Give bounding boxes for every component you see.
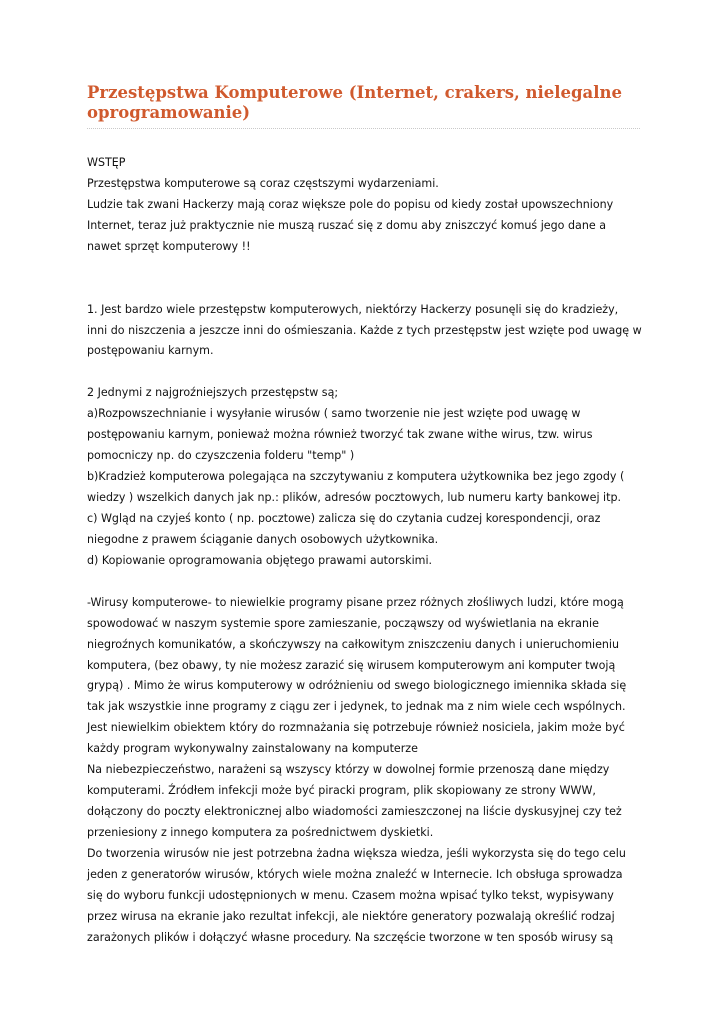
- text-line: tak jak wszystkie inne programy z ciągu zer i jedynek, to jednak ma z nim wiele cech wspólnych.: [87, 700, 626, 714]
- paragraph: [87, 300, 647, 363]
- text-line: każdy program wykonywalny zainstalowany na komputerze: [87, 742, 418, 756]
- text-line: dołączony do poczty elektronicznej albo wiadomości zamieszczonej na liście dyskusyjnej czy też: [87, 805, 622, 819]
- document-title: Przestępstwa Komputerowe (Internet, crakers, nielegalne oprogramowanie): [87, 83, 622, 122]
- text-line: postępowaniu karnym, ponieważ można również tworzyć tak zwane withe wirus, tzw. wirus: [87, 428, 593, 442]
- text-line: przeniesiony z innego komputera za pośrednictwem dyskietki.: [87, 826, 434, 839]
- text-line: Do tworzenia wirusów nie jest potrzebna żadna większa wiedza, jeśli wykorzysta się do tego celu: [87, 846, 626, 860]
- document-body: [87, 153, 647, 949]
- text-line: 2 Jednymi z najgroźniejszych przestępstw są;: [87, 386, 339, 400]
- text-line: 1. Jest bardzo wiele przestępstw komputerowych, niektórzy Hackerzy posunęli się do kradzieży,: [87, 302, 619, 316]
- text-line: niegroźnych komunikatów, a skończywszy na całkowitym zniszczeniu danych i unieruchomieniu: [87, 637, 620, 651]
- title-divider: [87, 128, 640, 129]
- paragraph-gap: [87, 572, 647, 593]
- text-line: jeden z generatorów wirusów, których wiele można znaleźć w Internecie. Ich obsługa sprowadza: [87, 867, 623, 881]
- text-line: WSTĘP: [87, 156, 126, 169]
- text-line: przez wirusa na ekranie jako rezultat infekcji, ale niektóre generatory pozwalają określić rodzaj: [87, 909, 615, 923]
- text-line: komputerami. Źródłem infekcji może być piracki program, plik skopiowany ze strony WWW,: [87, 784, 596, 798]
- text-line: Przestępstwa komputerowe są coraz częstszymi wydarzeniami.: [87, 176, 439, 190]
- text-line: zarażonych plików i dołączyć własne procedury. Na szczęście tworzone w ten sposób wirusy są: [87, 930, 614, 944]
- text-line: się do wyboru funkcji udostępnionych w menu. Czasem można wpisać tylko tekst, wypisywany: [87, 888, 614, 902]
- text-line: d) Kopiowanie oprogramowania objętego prawami autorskimi.: [87, 553, 433, 567]
- paragraph: [87, 153, 647, 258]
- text-line: inni do niszczenia a jeszcze inni do ośmieszania. Każde z tych przestępstw jest wzięte pod uwagę w: [87, 323, 642, 337]
- text-line: Na niebezpieczeństwo, narażeni są wszyscy którzy w dowolnej formie przenoszą dane między: [87, 763, 610, 777]
- text-line: a)Rozpowszechnianie i wysyłanie wirusów ( samo tworzenie nie jest wzięte pod uwagę w: [87, 407, 581, 421]
- paragraph-gap: [87, 362, 647, 383]
- text-line: postępowaniu karnym.: [87, 344, 214, 358]
- paragraph-gap: [87, 279, 647, 300]
- text-line: nawet sprzęt komputerowy !!: [87, 239, 251, 253]
- paragraph-gap: [87, 258, 647, 279]
- text-line: wiedzy ) wszelkich danych jak np.: plików, adresów pocztowych, lub numeru karty bankowej itp.: [87, 491, 622, 504]
- paragraph: [87, 593, 647, 949]
- paragraph: [87, 383, 647, 571]
- text-line: -Wirusy komputerowe- to niewielkie programy pisane przez różnych złośliwych ludzi, które mogą: [87, 595, 624, 609]
- text-line: komputera, (bez obawy, ty nie możesz zarazić się wirusem komputerowym ani komputer twoją: [87, 658, 616, 672]
- text-line: Ludzie tak zwani Hackerzy mają coraz większe pole do popisu od kiedy został upowszechniony: [87, 197, 614, 211]
- text-line: pomocniczy np. do czyszczenia folderu "temp" ): [87, 449, 355, 463]
- text-line: niegodne z prawem ściąganie danych osobowych użytkownika.: [87, 532, 439, 546]
- text-line: c) Wgląd na czyjeś konto ( np. pocztowe) zalicza się do czytania cudzej korespondencji, oraz: [87, 511, 601, 525]
- text-line: b)Kradzież komputerowa polegająca na szczytywaniu z komputera użytkownika bez jego zgody (: [87, 470, 625, 484]
- text-line: Internet, teraz już praktycznie nie muszą ruszać się z domu aby zniszczyć komuś jego dane a: [87, 218, 607, 232]
- text-line: Jest niewielkim obiektem który do rozmnażania się potrzebuje również nosiciela, jakim może być: [87, 721, 625, 735]
- text-line: grypą) . Mimo że wirus komputerowy w odróżnieniu od swego biologicznego imiennika składa się: [87, 679, 627, 693]
- text-line: spowodować w naszym systemie spore zamieszanie, począwszy od wyświetlania na ekranie: [87, 616, 599, 630]
